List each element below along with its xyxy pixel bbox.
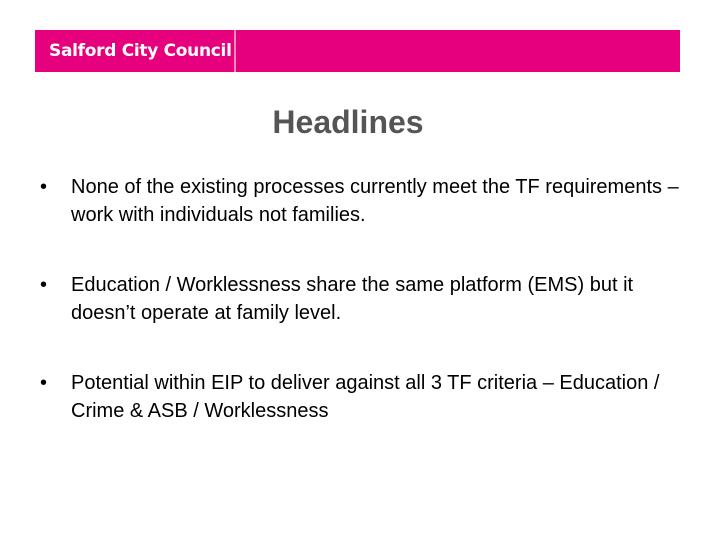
bullet-text: Potential within EIP to deliver against all 3 TF criteria – Education / Crime & ASB / Worklessness [71,372,660,422]
bullet-item [40,271,680,327]
bullet-dot-icon: • [40,372,48,394]
salford-city-council-logo: Salford City Council [49,41,232,61]
bullet-text: None of the existing processes currently meet the TF requirements – work with individuals not families. [71,176,679,226]
bullet-text: Education / Worklessness share the same platform (EMS) but it doesn’t operate at family level. [71,274,634,324]
bullet-dot-icon: • [40,274,48,296]
header-bar [35,30,680,72]
logo-divider [234,30,236,72]
slide-title: Headlines [272,104,424,140]
bullet-item [40,369,680,425]
bullet-list [40,173,680,467]
bullet-item [40,173,680,229]
bullet-dot-icon: • [40,176,48,198]
